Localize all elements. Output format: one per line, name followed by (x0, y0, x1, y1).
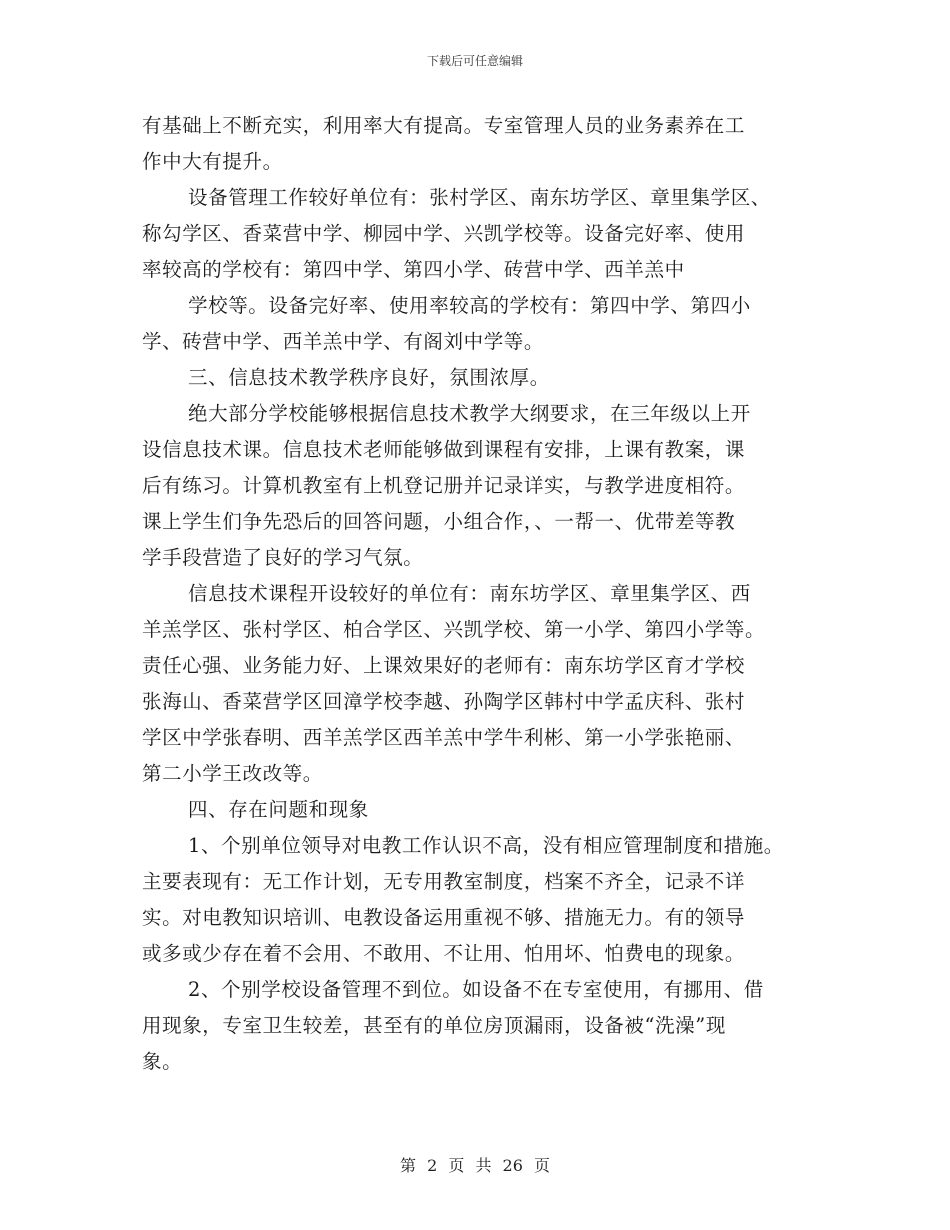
text-line: 用现象，专室卫生较差，甚至有的单位房顶漏雨，设备被“洗澡”现 (142, 1014, 726, 1037)
page-header-note: 下载后可任意编辑 (426, 54, 523, 68)
text-line: 或多或少存在着不会用、不敢用、不让用、怕用坏、怕费电的现象。 (142, 942, 746, 965)
text-line: 实。对电教知识培训、电教设备运用重视不够、措施无力。有的领导 (142, 906, 746, 929)
text-line: 学校等。设备完好率、使用率较高的学校有：第四中学、第四小 (188, 294, 751, 317)
text-line: 学、砖营中学、西羊羔中学、有阁刘中学等。 (142, 330, 545, 353)
text-line: 1、个别单位领导对电教工作认识不高，没有相应管理制度和措施。 (188, 834, 784, 857)
text-line: 率较高的学校有：第四中学、第四小学、砖营中学、西羊羔中 (142, 258, 685, 281)
text-line: 学手段营造了良好的学习气氛。 (142, 546, 424, 569)
text-line: 绝大部分学校能够根据信息技术教学大纲要求，在三年级以上开 (188, 402, 751, 425)
section-heading: 四、存在问题和现象 (188, 798, 369, 821)
text-line: 设信息技术课。信息技术老师能够做到课程有安排，上课有教案，课 (142, 438, 746, 461)
text-line: 羊羔学区、张村学区、柏合学区、兴凯学校、第一小学、第四小学等。 (142, 618, 766, 641)
text-line: 设备管理工作较好单位有：张村学区、南东坊学区、章里集学区、 (188, 186, 771, 209)
text-line: 张海山、香菜营学区回漳学校李越、孙陶学区韩村中学孟庆科、张村 (142, 690, 746, 713)
document-body (142, 108, 832, 1080)
text-line: 责任心强、业务能力好、上课效果好的老师有：南东坊学区育才学校 (142, 654, 746, 677)
text-line: 象。 (142, 1050, 183, 1073)
text-line: 称勾学区、香菜营中学、柳园中学、兴凯学校等。设备完好率、使用 (142, 222, 746, 245)
text-line: 2、个别学校设备管理不到位。如设备不在专室使用，有挪用、借 (188, 978, 764, 1001)
text-line: 作中大有提升。 (142, 150, 283, 173)
page-number: 第 2 页 共 26 页 (400, 1156, 550, 1175)
text-line: 第二小学王改改等。 (142, 762, 323, 785)
text-line: 课上学生们争先恐后的回答问题，小组合作，、一帮一、优带差等教 (142, 510, 736, 533)
text-line: 后有练习。计算机教室有上机登记册并记录详实，与教学进度相符。 (142, 474, 746, 497)
section-heading: 三、信息技术教学秩序良好，氛围浓厚。 (188, 366, 550, 389)
text-line: 信息技术课程开设较好的单位有：南东坊学区、章里集学区、西 (188, 582, 751, 605)
text-line: 主要表现有：无工作计划，无专用教室制度，档案不齐全，记录不详 (142, 870, 746, 893)
text-line: 有基础上不断充实，利用率大有提高。专室管理人员的业务素养在工 (142, 114, 746, 137)
text-line: 学区中学张春明、西羊羔学区西羊羔中学牛利彬、第一小学张艳丽、 (142, 726, 746, 749)
